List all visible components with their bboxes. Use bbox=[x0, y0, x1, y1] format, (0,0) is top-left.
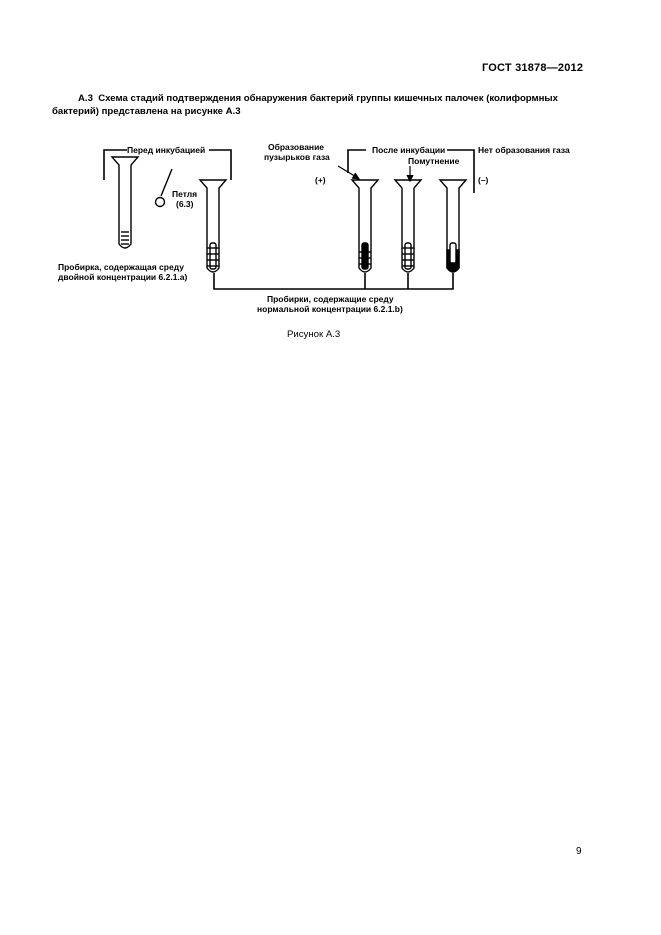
tube-turbidity bbox=[395, 180, 421, 272]
tube-gas-formation bbox=[352, 180, 378, 272]
label-loop-line2: (6.3) bbox=[176, 199, 194, 209]
tube-normal-before bbox=[200, 180, 226, 272]
label-normal-tubes-line1: Пробирки, содержащие среду bbox=[267, 294, 394, 304]
tube-no-gas bbox=[440, 180, 466, 272]
label-plus: (+) bbox=[315, 175, 326, 185]
label-loop-line1: Петля bbox=[172, 189, 198, 199]
label-gas-line1: Образование bbox=[268, 142, 325, 152]
label-after-incubation: После инкубации bbox=[372, 145, 446, 155]
label-turbidity: Помутнение bbox=[408, 156, 460, 166]
document-header: ГОСТ 31878—2012 bbox=[482, 62, 584, 74]
page-number: 9 bbox=[576, 846, 582, 857]
label-gas-line2: пузырьков газа bbox=[264, 152, 330, 162]
label-minus: (–) bbox=[478, 175, 489, 185]
label-no-gas: Нет образования газа bbox=[478, 145, 570, 155]
inoculation-loop bbox=[156, 169, 173, 207]
tube-double-concentration bbox=[112, 157, 138, 248]
label-before-incubation: Перед инкубацией bbox=[127, 145, 206, 155]
figure-caption: Рисунок А.3 bbox=[287, 329, 341, 340]
label-normal-tubes-line2: нормальной концентрации 6.2.1.b) bbox=[257, 304, 403, 314]
turbidity-arrow bbox=[407, 166, 413, 181]
label-double-tube-line1: Пробирка, содержащая среду bbox=[58, 262, 184, 272]
section-text-line1: Схема стадий подтверждения обнаружения бактерий группы кишечных палочек (колиформных bbox=[98, 93, 558, 104]
label-double-tube-line2: двойной концентрации 6.2.1.а) bbox=[58, 272, 188, 282]
section-number: А.3 bbox=[78, 93, 93, 104]
section-text-line2: бактерий) представлена на рисунке А.3 bbox=[52, 106, 241, 117]
